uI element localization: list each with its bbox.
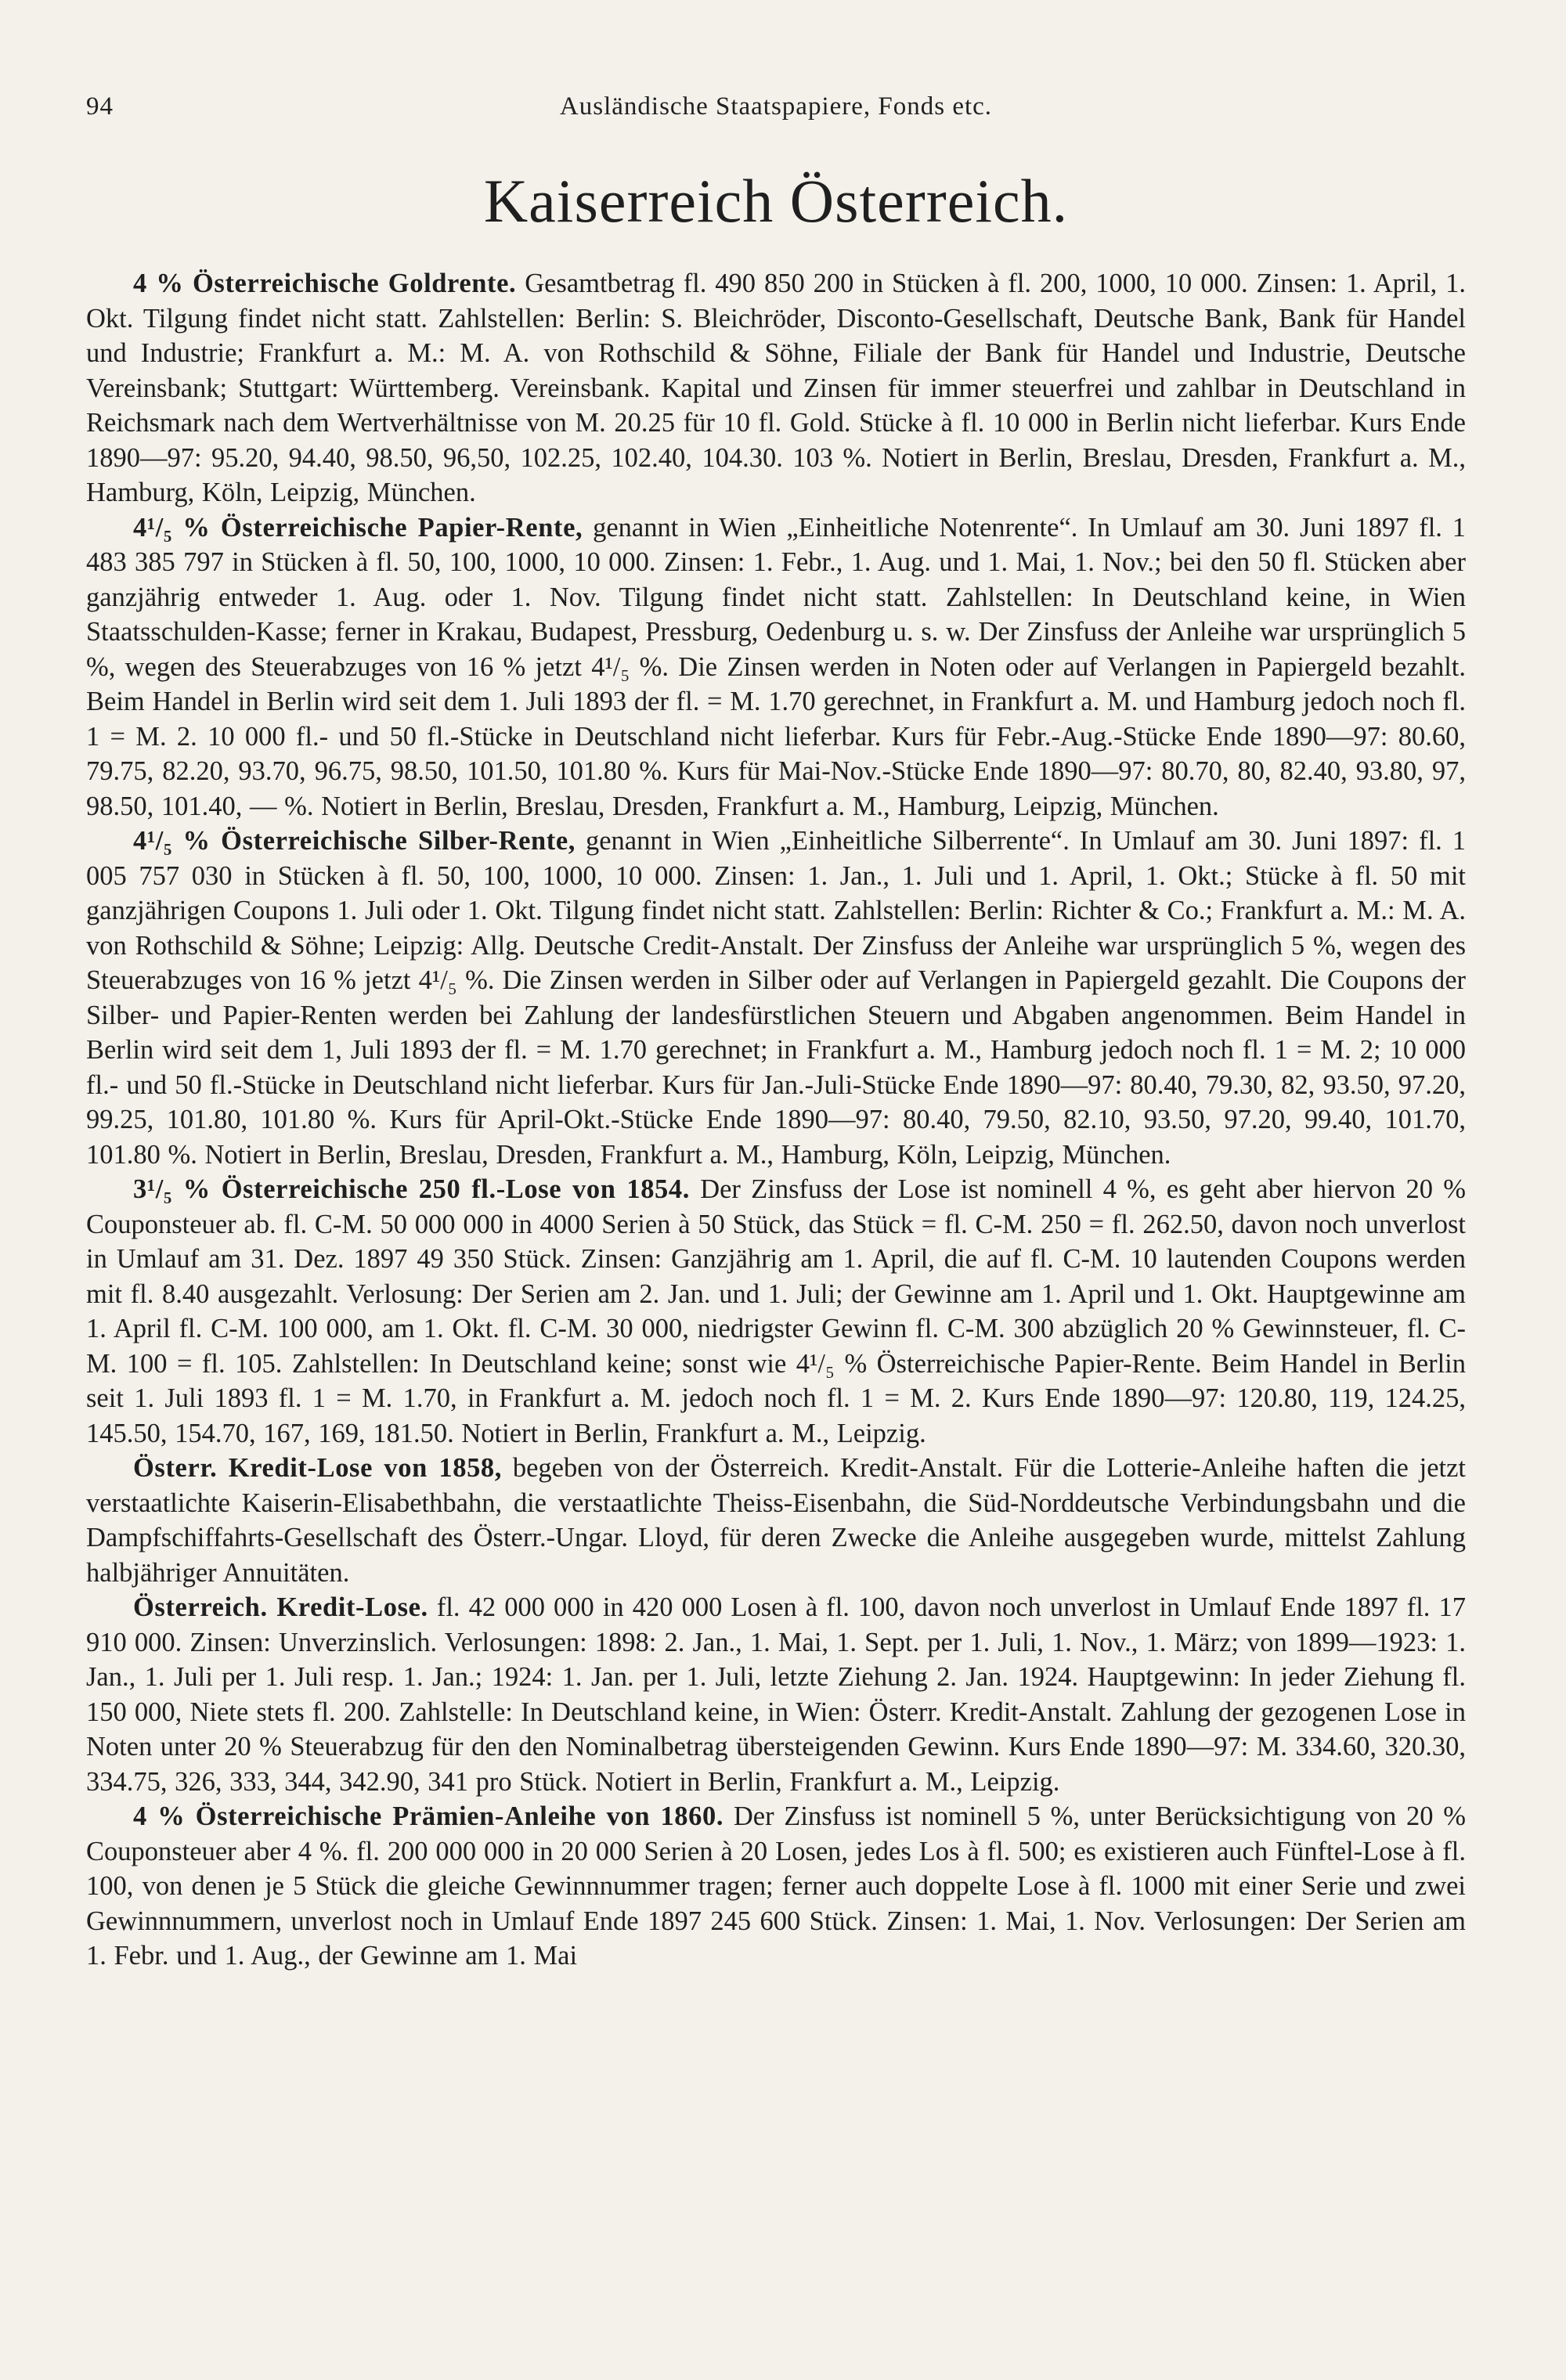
entry-text: fl. 42 000 000 in 420 000 Losen à fl. 100, davon noch unverlost in Umlauf Ende 1897 fl. 17 910 000. Zinsen: Unverzinslich. Verlosungen: 1898: 2. Jan., 1. Mai, 1. Sept. per 1. Juli, 1. Nov., 1. März; von 1899—1923: 1. Jan., 1. Juli per 1. Juli resp. 1. Jan.; 1924: 1. Jan. per 1. Juli, letzte Ziehung 2. Jan. 1924. Hauptgewinn: In jeder Ziehung fl. 150 000, Niete stets fl. 200. Zahlstelle: In Deutschland keine, in Wien: Österr. Kredit-Anstalt. Zahlung der gezogenen Lose in Noten unter 20 % Steuerabzug für den den Nominalbetrag übersteigenden Gewinn. Kurs Ende 1890—97: M. 334.60, 320.30, 334.75, 326, 333, 344, 342.90, 341 pro Stück. Notiert in Berlin, Frankfurt a. M., Leipzig. xyxy=(86,1592,1467,1797)
entry-silber-rente xyxy=(86,824,1466,1172)
entry-kredit-lose xyxy=(86,1590,1466,1799)
entry-heading: 4 % Österreichische Goldrente. xyxy=(133,269,517,298)
entry-goldrente xyxy=(86,266,1466,510)
entry-heading: 4¹/₅ % Österreichische Papier-Rente, xyxy=(133,512,583,543)
entry-text: Der Zinsfuss der Lose ist nominell 4 %, es geht aber hiervon 20 % Couponsteuer ab. fl. C-M. 50 000 000 in 4000 Serien à 50 Stück, das Stück = fl. C-M. 250 = fl. 262.50, davon noch unverlost in Umlauf am 31. Dez. 1897 49 350 Stück. Zinsen: Ganzjährig am 1. April, die auf fl. C-M. 10 lautenden Coupons werden mit fl. 8.40 ausgezahlt. Verlosung: Der Serien am 2. Jan. und 1. Juli; der Gewinne am 1. April und 1. Okt. Hauptgewinne am 1. April fl. C-M. 100 000, am 1. Okt. fl. C-M. 30 000, niedrigster Gewinn fl. C-M. 300 abzüglich 20 % Gewinnsteuer, fl. C-M. 100 = fl. 105. Zahlstellen: In Deutschland keine; sonst wie 4¹/₅ % Österreichische Papier-Rente. Beim Handel in Berlin seit 1. Juli 1893 fl. 1 = M. 1.70, in Frankfurt a. M. jedoch noch fl. 1 = M. 2. Kurs Ende 1890—97: 120.80, 119, 124.25, 145.50, 154.70, 167, 169, 181.50. Notiert in Berlin, Frankfurt a. M., Leipzig. xyxy=(86,1174,1466,1448)
entry-praemien-anleihe-1860 xyxy=(86,1799,1466,1974)
section-title: Kaiserreich Österreich. xyxy=(483,167,1069,235)
entry-text: Der Zinsfuss ist nominell 5 %, unter Berücksichtigung von 20 % Couponsteuer aber 4 %. fl. 200 000 000 in 20 000 Serien à 20 Losen, jedes Los à fl. 500; es existieren auch Fünftel-Lose à fl. 100, von denen je 5 Stück die gleiche Gewinnnummer tragen; ferner auch doppelte Lose à fl. 1000 mit einer Serie und zwei Gewinnnummern, unverlost noch in Umlauf Ende 1897 245 600 Stück. Zinsen: 1. Mai, 1. Nov. Verlosungen: Der Serien am 1. Febr. und 1. Aug., der Gewinne am 1. Mai xyxy=(86,1801,1466,1971)
entry-heading: Österr. Kredit-Lose von 1858, xyxy=(133,1453,502,1483)
entry-text: Gesamtbetrag fl. 490 850 200 in Stücken à fl. 200, 1000, 10 000. Zinsen: 1. April, 1. Okt. Tilgung findet nicht statt. Zahlstellen: Berlin: S. Bleichröder, Disconto-Gesellschaft, Deutsche Bank, Bank für Handel und Industrie; Frankfurt a. M.: M. A. von Rothschild & Söhne, Filiale der Bank für Handel und Industrie, Deutsche Vereinsbank; Stuttgart: Württemberg. Vereinsbank. Kapital und Zinsen für immer steuerfrei und zahlbar in Deutschland in Reichsmark nach dem Wertverhältnisse von M. 20.25 für 10 fl. Gold. Stücke à fl. 10 000 in Berlin nicht lieferbar. Kurs Ende 1890—97: 95.20, 94.40, 98.50, 96,50, 102.25, 102.40, 104.30. 103 %. Notiert in Berlin, Breslau, Dresden, Frankfurt a. M., Hamburg, Köln, Leipzig, München. xyxy=(86,269,1467,507)
entry-text: genannt in Wien „Einheitliche Silberrente“. In Umlauf am 30. Juni 1897: fl. 1 005 757 030 in Stücken à fl. 50, 100, 1000, 10 000. Zinsen: 1. Jan., 1. Juli und 1. April, 1. Okt.; Stücke à fl. 50 mit ganzjährigen Coupons 1. Juli oder 1. Okt. Tilgung findet nicht statt. Zahlstellen: Berlin: Richter & Co.; Frankfurt a. M.: M. A. von Rothschild & Söhne; Leipzig: Allg. Deutsche Credit-Anstalt. Der Zinsfuss der Anleihe war ursprünglich 5 %, wegen des Steuerabzuges von 16 % jetzt 4¹/₅ %. Die Zinsen werden in Silber oder auf Verlangen in Papiergeld gezahlt. Die Coupons der Silber- und Papier-Renten werden bei Zahlung der landesfürstlichen Steuern und Abgaben angenommen. Beim Handel in Berlin wird seit dem 1, Juli 1893 der fl. = M. 1.70 gerechnet; in Frankfurt a. M., Hamburg jedoch noch fl. 1 = M. 2; 10 000 fl.- und 50 fl.-Stücke in Deutschland nicht lieferbar. Kurs für Jan.-Juli-Stücke Ende 1890—97: 80.40, 79.30, 82, 93.50, 97.20, 99.25, 101.80, 101.80 %. Kurs für April-Okt.-Stücke Ende 1890—97: 80.40, 79.50, 82.10, 93.50, 97.20, 99.40, 101.70, 101.80 %. Notiert in Berlin, Breslau, Dresden, Frankfurt a. M., Hamburg, Köln, Leipzig, München. xyxy=(86,826,1466,1170)
running-title: Ausländische Staatspapiere, Fonds etc. xyxy=(559,92,993,121)
entry-kredit-lose-1858 xyxy=(86,1451,1466,1590)
entry-heading: Österreich. Kredit-Lose. xyxy=(133,1592,428,1622)
entry-heading: 3¹/₅ % Österreichische 250 fl.-Lose von 1854. xyxy=(133,1174,690,1204)
page-number: 94 xyxy=(86,92,114,121)
running-head xyxy=(86,78,1466,133)
entry-text: genannt in Wien „Einheitliche Notenrente“. In Umlauf am 30. Juni 1897 fl. 1 483 385 797 in Stücken à fl. 50, 100, 1000, 10 000. Zinsen: 1. Febr., 1. Aug. und 1. Mai, 1. Nov.; bei den 50 fl. Stücken aber ganzjährig entweder 1. Aug. oder 1. Nov. Tilgung findet nicht statt. Zahlstellen: In Deutschland keine, in Wien Staatsschulden-Kasse; ferner in Krakau, Budapest, Pressburg, Oedenburg u. s. w. Der Zinsfuss der Anleihe war ursprünglich 5 %, wegen des Steuerabzuges von 16 % jetzt 4¹/₅ %. Die Zinsen werden in Noten oder auf Verlangen in Papiergeld bezahlt. Beim Handel in Berlin wird seit dem 1. Juli 1893 der fl. = M. 1.70 gerechnet, in Frankfurt a. M. und Hamburg jedoch noch fl. 1 = M. 2. 10 000 fl.- und 50 fl.-Stücke in Deutschland nicht lieferbar. Kurs für Febr.-Aug.-Stücke Ende 1890—97: 80.60, 79.75, 82.20, 93.70, 96.75, 98.50, 101.50, 101.80 %. Kurs für Mai-Nov.-Stücke Ende 1890—97: 80.70, 80, 82.40, 93.80, 97, 98.50, 101.40, — %. Notiert in Berlin, Breslau, Dresden, Frankfurt a. M., Hamburg, Leipzig, München. xyxy=(86,512,1466,821)
entry-lose-1854 xyxy=(86,1172,1466,1451)
entry-text: begeben von der Österreich. Kredit-Anstalt. Für die Lotterie-Anleihe haften die jetzt verstaatlichte Kaiserin-Elisabethbahn, die verstaatlichte Theiss-Eisenbahn, die Süd-Norddeutsche Verbindungsbahn und die Dampfschiffahrts-Gesellschaft des Österr.-Ungar. Lloyd, für deren Zwecke die Anleihe ausgegeben wurde, mittelst Zahlung halbjähriger Annuitäten. xyxy=(86,1453,1466,1588)
entry-heading: 4¹/₅ % Österreichische Silber-Rente, xyxy=(133,826,576,856)
entry-papier-rente xyxy=(86,510,1466,824)
entry-heading: 4 % Österreichische Prämien-Anleihe von 1860. xyxy=(133,1801,724,1831)
